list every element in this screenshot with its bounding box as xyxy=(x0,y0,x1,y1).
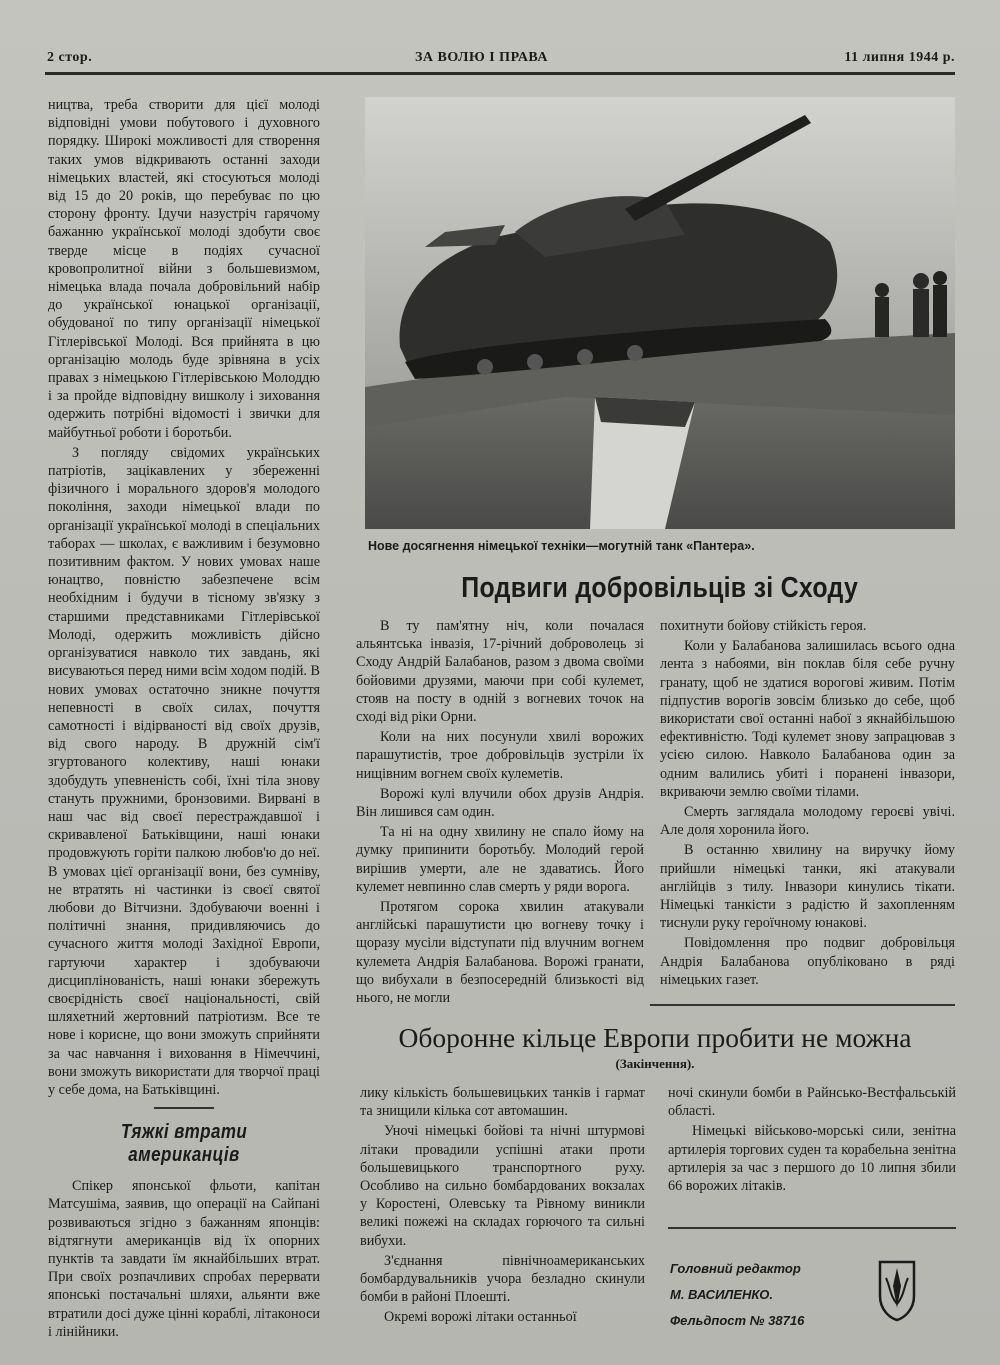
american-losses-heading: Тяжкі втрати американців xyxy=(120,1121,248,1167)
article-paragraph: Коли на них посунули хвилі ворожих парашутистів, трое добровільців зустріли їх нищівним вогнем своїх кулеметів. xyxy=(356,729,644,782)
section-divider xyxy=(668,1227,956,1229)
defense-column-b xyxy=(668,1084,956,1197)
defense-heading: Оборонне кільце Европи пробити не можна xyxy=(398,1022,912,1053)
article-paragraph: З'єднання північноамериканських бомбардувальників учора безладно скинули бомби в районі Плоешті. xyxy=(360,1252,645,1306)
volunteers-heading-text: Подвиги добровільців зі Сходу xyxy=(461,572,859,604)
article-paragraph: Смерть заглядала молодому герoєві увічі. Але доля хоронила його. xyxy=(660,804,955,839)
panther-tank-photo xyxy=(365,97,955,529)
volunteers-column-b xyxy=(660,617,955,991)
article-paragraph: В останню хвилину на виручку йому прийшли німецькі танки, які атакували англійців з тилу. Інвазори кинулись тікати. Німецькі танкісти з радістю й захопленням тиснули руку героїчному юнакові. xyxy=(660,842,955,932)
photo-caption: Нове досягнення німецької техніки—могутній танк «Пантера». xyxy=(368,539,755,553)
article-paragraph: Ворожі кулі влучили обох друзів Андрія. Він лишився сам один. xyxy=(356,785,644,821)
newspaper-title: ЗА ВОЛЮ І ПРАВА xyxy=(415,50,549,65)
defense-subheading: (Закінчення). xyxy=(615,1056,695,1071)
article-paragraph: Протягом сорока хвилин атакували англійські парашутисти цю вогневу точку і щоразу мусіли відступати під влучним вогнем кулемета Андрія Балабанова. Ворожі гранати, що вибухали в безпосередній близькості від нього, не могли xyxy=(356,899,644,1007)
article-paragraph: ництва, треба створити для цієї молоді відповідні умови побутового і духовного порядку. Широкі можливості для створення таких умов відкривають останні заходи німецьких властей, які стосуються молоді від 15 до 20 років, що перебуває по цю сторону фронту. Ідучи назустріч гарячому бажанню української молоді здобути своє тверде місце в подіях сучасної кровопролитної війни з большевизмом, німецька влада почала добровільний набір до української юнацької організації, обудованої по типу організації німецької Гітлерівської Молоді. Вся прийнята в цю організацію молодь буде зрівняна в усіх правах з німецькою Гітлерівською Молоддю і за пройде відповідну вишколу і зиховання одержить потрібні відомості і звички для майбутньої роботи і боротьби. xyxy=(48,97,320,441)
volunteers-column-a xyxy=(356,617,644,1009)
page-number: 2 стор. xyxy=(47,50,93,65)
page-header xyxy=(45,50,955,72)
section-divider xyxy=(650,1004,955,1006)
article-paragraph: лику кількість большевицьких танків і гармат та знищили кілька сот автомашин. xyxy=(360,1085,645,1120)
article-paragraph: ночі скинули бомби в Райнсько-Вестфальській області. xyxy=(668,1085,956,1120)
emblem-icon xyxy=(876,1256,918,1322)
article-paragraph: Коли у Балабанова залишилась всього одна лента з набоями, він поклав біля себе ручну гранату, щоб не здатися ворогові живим. Потім підпустив ворогів зовсім близько до себе, щоб використати свої останні набої з якнайбільшою ефективністю. Тоді кулемет знову запрацював з усією силою. Навколо Балабанова один за одним валились убиті і поранені інвазори, вкриваючи землю своїми тілами. xyxy=(660,638,955,800)
article-paragraph: Та ні на одну хвилину не спало йому на думку припинити боротьбу. Молодий герой вирішив умерти, але не здаватись. Його кулемет невпинно слав смерть у ряди ворога. xyxy=(356,824,644,895)
article-paragraph: Повідомлення про подвиг добровільця Андрія Балабанова опубліковано в ряді німецьких газет. xyxy=(660,935,955,988)
article-paragraph: В ту пам'ятну ніч, коли почалася альянтська інвазія, 17-річний доброволець зі Сходу Андрій Балабанов, разом з двома своїми бойовими друзями, маючи при собі кулемет, стояв на посту в одній з вогневих точок на сході від ріки Орни. xyxy=(356,618,644,726)
header-rule xyxy=(45,72,955,75)
left-column xyxy=(48,96,320,1343)
american-losses-text: Спікер японської фльоти, капітан Матсушіма, заявив, що операції на Сайпані розвиваються згідно з бажанням японців: відтягнути американців від їх опорних пунктів та завдати їм якнайбільших втрат. При своїх розпачливих спробах перервати японські постачальні шляхи, альянти вже втратили досі дуже цінні кораблі, літаконоси і лінійники. xyxy=(48,1178,320,1340)
article-paragraph: Німецькі військово-морські сили, зенітна артилерія торгових суден та корабельна зенітна артилерія за час з першого до 10 липня збили 66 ворожих літаків. xyxy=(668,1123,956,1195)
article-paragraph: Уночі німецькі бойові та нічні штурмові літаки провадили успішні атаки проти большевицького транспортного руху. Особливо на сильно бомбардованих вокзалах у Коростені, Олевську та Рівному виникли великі пожежі на складах горючого та сильні вибухи. xyxy=(360,1123,645,1249)
editor-block xyxy=(670,1256,870,1334)
section-divider xyxy=(154,1107,214,1109)
volunteers-heading xyxy=(365,572,955,605)
defense-column-a xyxy=(360,1084,645,1329)
editor-role: Головний редактор xyxy=(670,1261,801,1276)
article-paragraph: З погляду свідомих українських патріотів, зацікавлених у збереженні фізичного і морального здоров'я молодого покоління, заходи німецької влади по організації української молоді в спеціальних таборах — школах, є важливим і безумовно позитивним фактом. У нових умовах наше юнацтво, повністю забезпечене всім необхідним і будучи в тісному зв'язку з старшими представниками Гітлерівської Молоді, одержить можливість дійсно організуватися навколо тих завдань, які виcуваються перед ними всім ходом подій. В нових умовах остаточно зникне почуття непевності в своїх силах, почуття самотності і відірваності від своїх друзів, від свого народу. В дружній сім'ї згуртованого колективу, наші юнаки здобудуть упевненість собі, їхні тіла знову стануть пружними, бронзовими. Вирвані в наш час від своєї перестраждавшої і скривавленої Батьківщини, наші юнаки продовжують горіти палкою любов'ю до неї. В умовах цієї організації вони, без сумніву, не втратять ні частинки із своєї святої любови до Вітчизни. Здобуваючи военні і політичні знання, придивляючись до сучасного життя молоді Західної Европи, гартуючи характер і здобуваючи дисциплінованість, наші юнаки збережуть своєрідність своєї національності, свій шляхетний жертовний патріотизм. Все те нове і корисне, що вони зможуть сприйняти за час навчання і виховання в Німеччині, вони зможуть використати для творчої праці у себе дома, на Батьківщині. xyxy=(48,444,320,1098)
article-paragraph: похитнути бойову стійкість героя. xyxy=(660,618,867,634)
tank-illustration xyxy=(365,97,955,529)
article-paragraph: Окремі ворожі літаки останньої xyxy=(384,1309,577,1326)
issue-date: 11 липня 1944 р. xyxy=(844,50,955,65)
field-post-number: Фельдпост № 38716 xyxy=(670,1313,805,1328)
editor-name: М. ВАСИЛЕНКО. xyxy=(670,1287,773,1302)
